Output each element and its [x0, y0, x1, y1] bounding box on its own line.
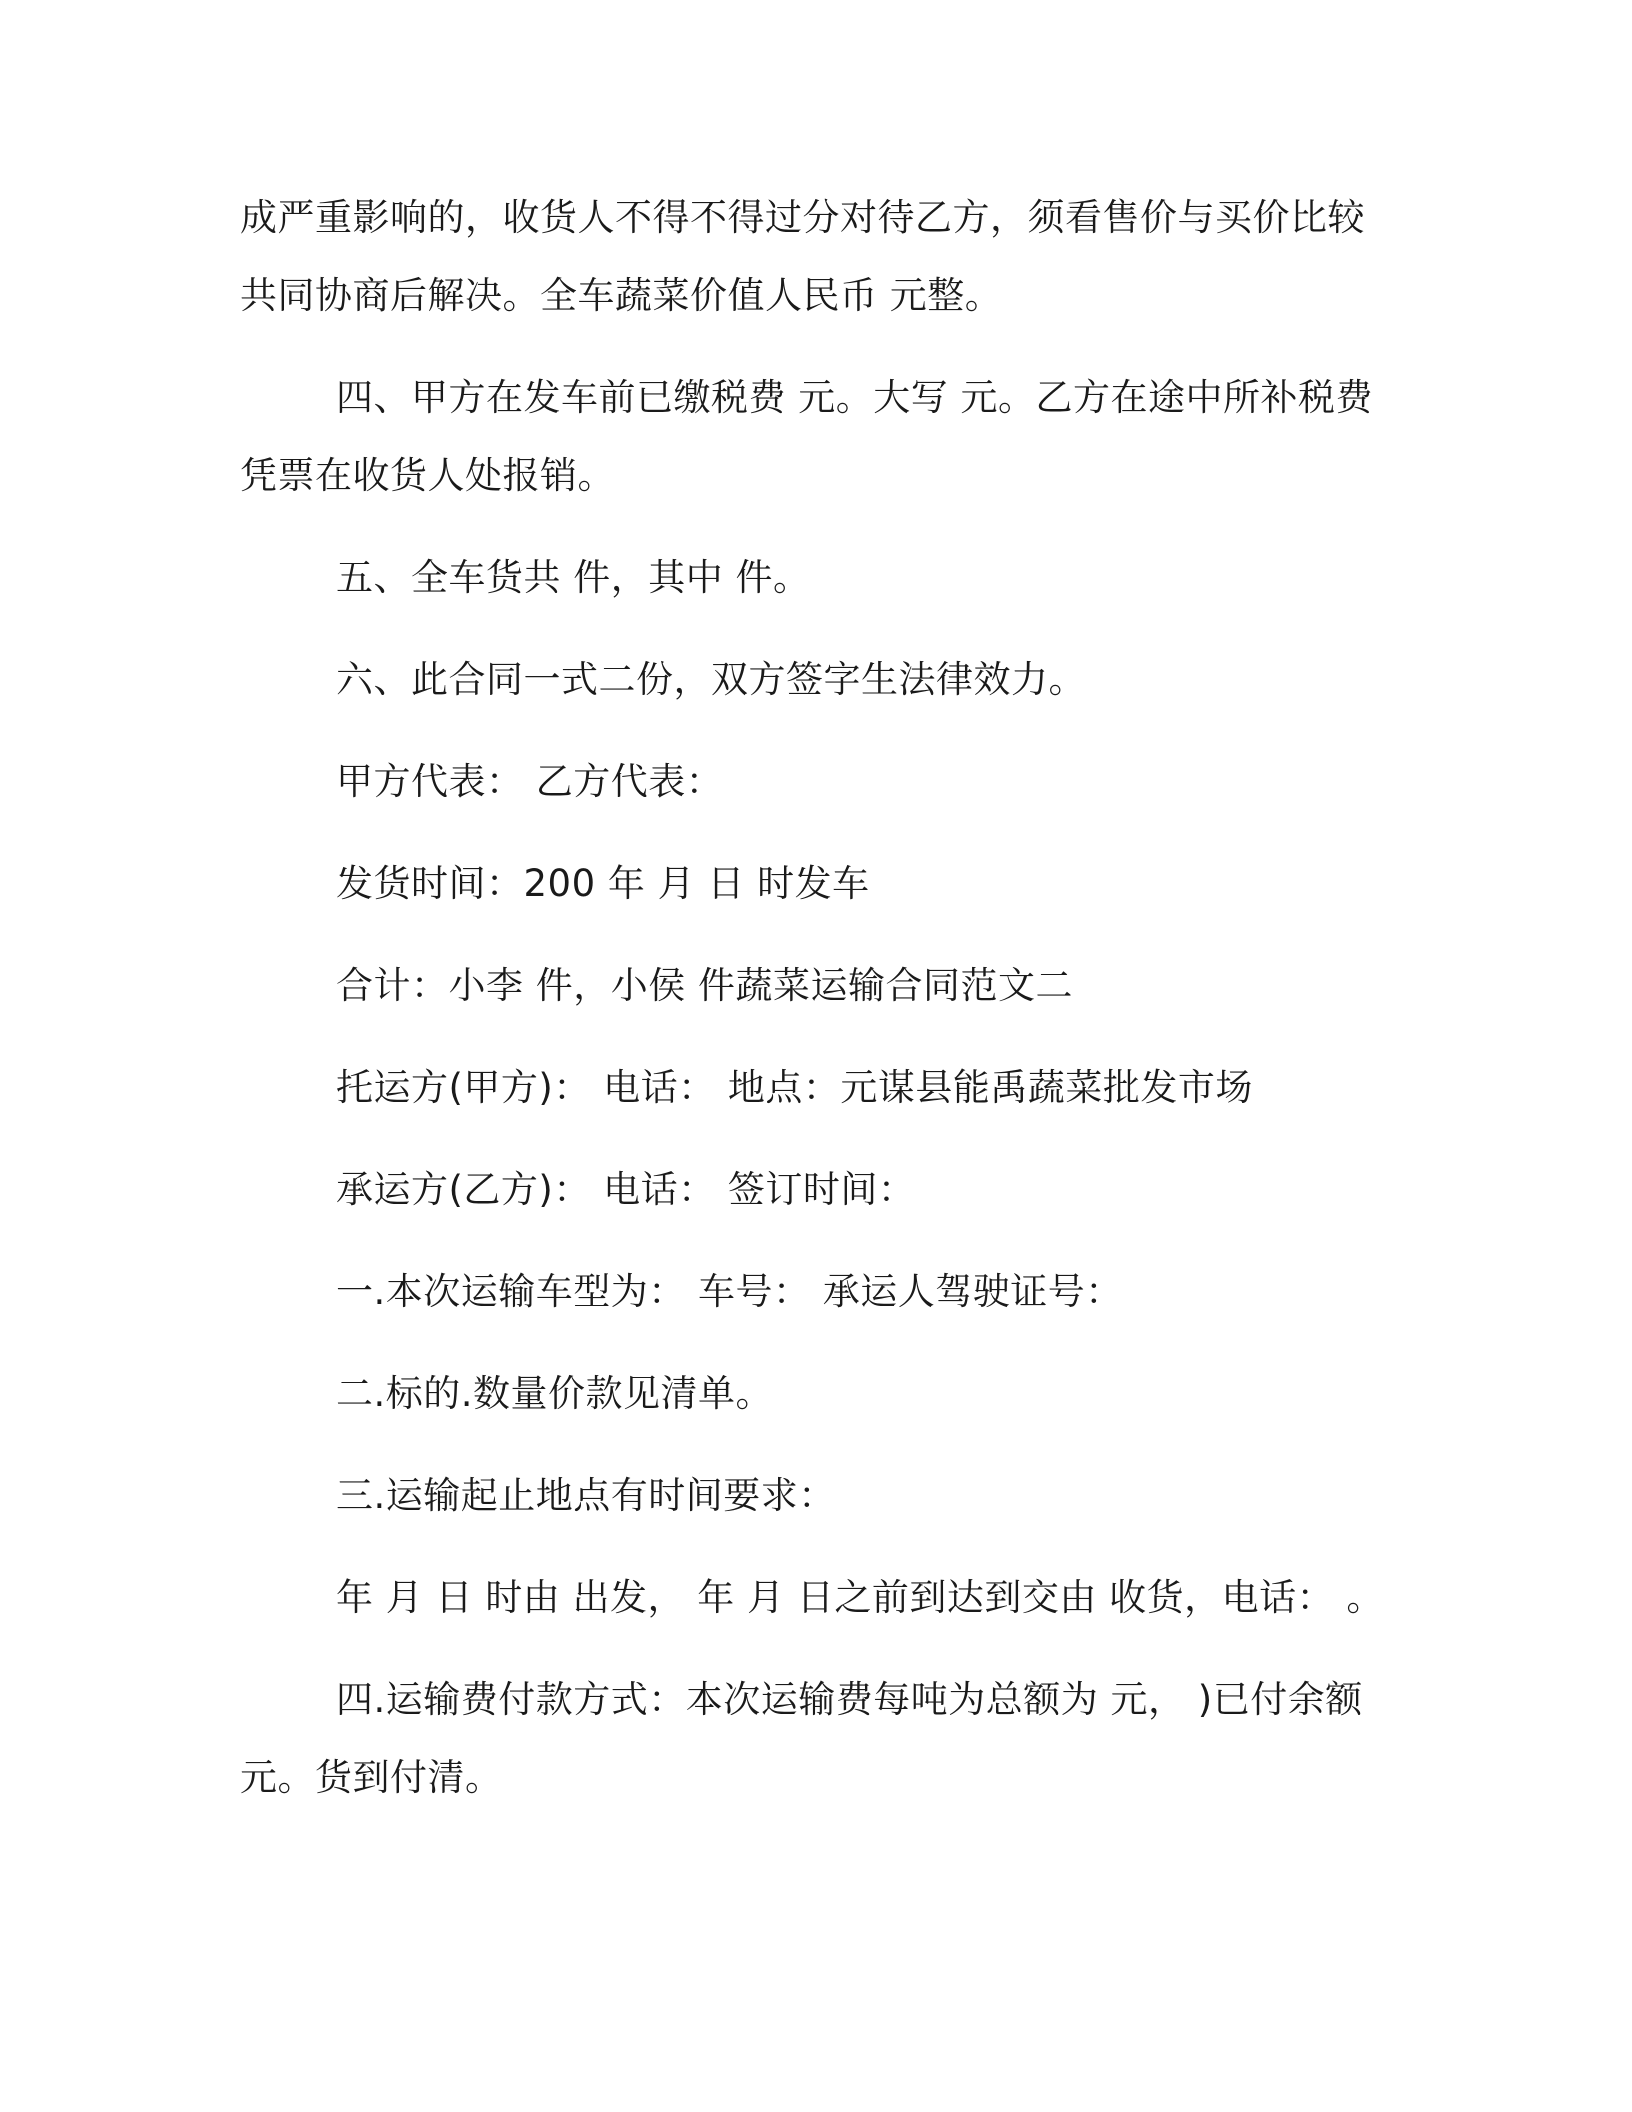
total-line: 合计：小李 件，小侯 件蔬菜运输合同范文二: [336, 964, 1074, 1007]
clause-2-line: 二.标的.数量价款见清单。: [336, 1372, 774, 1415]
paragraph-line: 成严重影响的，收货人不得不得过分对待乙方，须看售价与买价比较: [240, 196, 1365, 239]
clause-5-line: 五、全车货共 件，其中 件。: [336, 556, 811, 599]
paragraph-line: 共同协商后解决。全车蔬菜价值人民币 元整。: [240, 274, 1003, 317]
representatives-line: 甲方代表： 乙方代表：: [336, 760, 724, 803]
schedule-line: 年 月 日 时由 出发， 年 月 日之前到达到交由 收货，电话： 。: [336, 1576, 1384, 1619]
clause-3-line: 三.运输起止地点有时间要求：: [336, 1474, 836, 1517]
consignor-line: 托运方(甲方)： 电话： 地点：元谋县能禹蔬菜批发市场: [336, 1066, 1253, 1109]
clause-6-line: 六、此合同一式二份，双方签字生法律效力。: [336, 658, 1086, 701]
carrier-line: 承运方(乙方)： 电话： 签订时间：: [336, 1168, 916, 1211]
dispatch-time-line: 发货时间：200 年 月 日 时发车: [336, 862, 870, 905]
payment-line: 四.运输费付款方式：本次运输费每吨为总额为 元， )已付余额: [336, 1678, 1363, 1721]
paragraph-line: 元。货到付清。: [240, 1756, 503, 1799]
clause-1-line: 一.本次运输车型为： 车号： 承运人驾驶证号：: [336, 1270, 1123, 1313]
paragraph-line: 凭票在收货人处报销。: [240, 454, 615, 497]
clause-4-line: 四、甲方在发车前已缴税费 元。大写 元。乙方在途中所补税费: [336, 376, 1374, 419]
